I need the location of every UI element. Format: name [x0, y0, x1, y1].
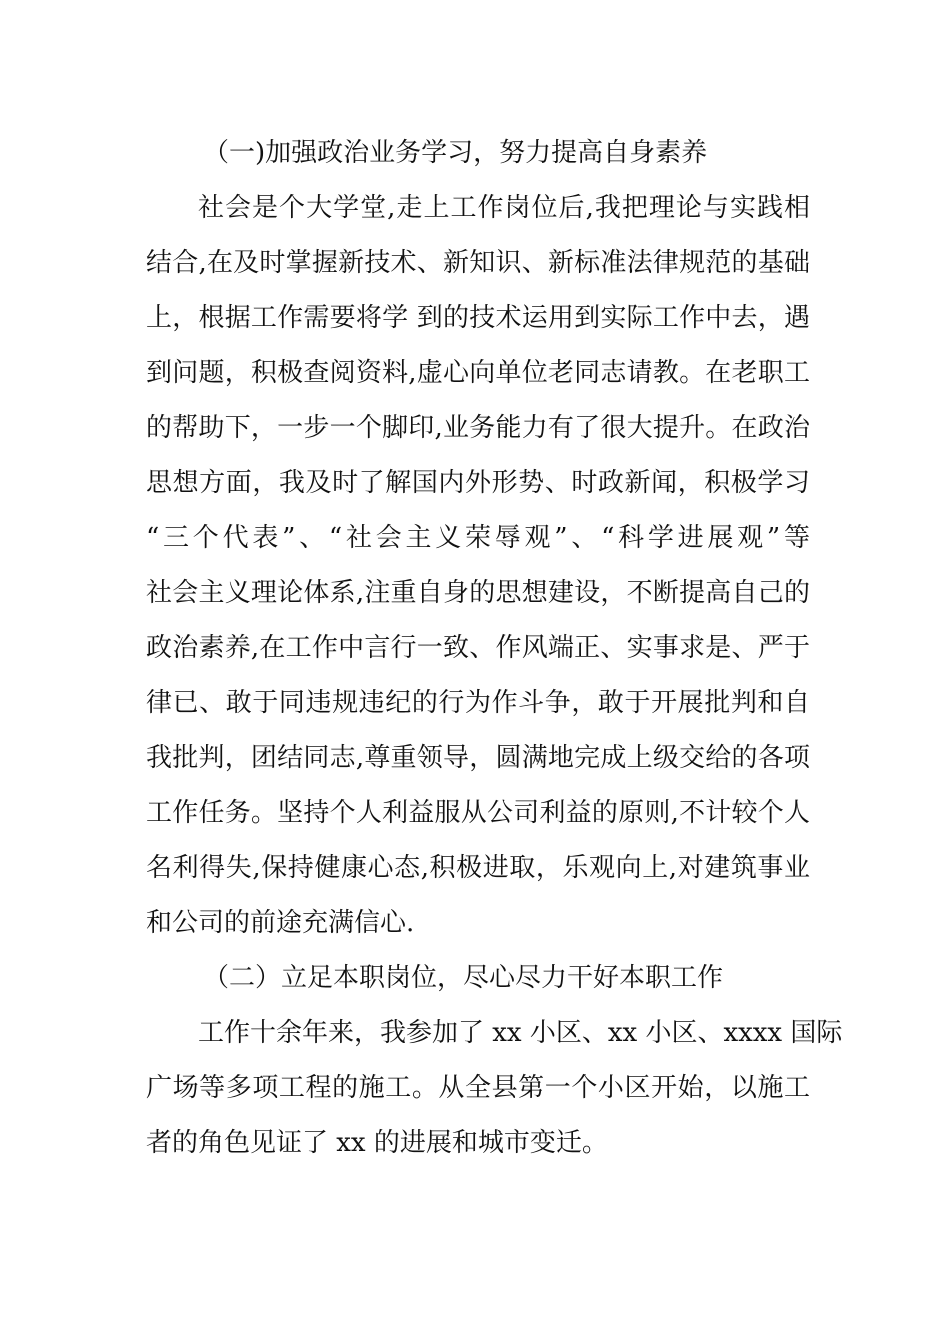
paragraph-line: 政治素养,在工作中言行一致、作风端正、实事求是、严于: [146, 633, 810, 663]
paragraph-line: 思想方面，我及时了解国内外形势、时政新闻，积极学习: [146, 468, 810, 498]
paragraph-line: 的帮助下，一步一个脚印,业务能力有了很大提升。在政治: [146, 413, 810, 443]
paragraph-2: [146, 1006, 843, 1171]
paragraph-line: “三个代表”、“社会主义荣辱观”、“科学进展观”等: [146, 523, 810, 553]
paragraph-line: 结合,在及时掌握新技术、新知识、新标准法律规范的基础: [146, 248, 810, 278]
section-heading-2: （二）立足本职岗位，尽心尽力干好本职工作: [203, 963, 724, 993]
paragraph-line: 律已、敢于同违规违纪的行为作斗争，敢于开展批判和自: [146, 688, 810, 718]
paragraph-line: 和公司的前途充满信心.: [146, 908, 415, 938]
paragraph-line: 名利得失,保持健康心态,积极进取，乐观向上,对建筑事业: [146, 853, 810, 883]
section-heading-1: （一)加强政治业务学习，努力提高自身素养: [203, 138, 708, 168]
paragraph-line: 我批判，团结同志,尊重领导，圆满地完成上级交给的各项: [146, 743, 810, 773]
paragraph-line: 工作任务。坚持个人利益服从公司利益的原则,不计较个人: [146, 798, 810, 828]
document-body: [146, 126, 843, 1171]
paragraph-line: 社会主义理论体系,注重自身的思想建设，不断提高自己的: [146, 578, 810, 608]
paragraph-line: 工作十余年来，我参加了 xx 小区、xx 小区、xxxx 国际: [198, 1018, 843, 1048]
paragraph-line: 社会是个大学堂,走上工作岗位后,我把理论与实践相: [198, 193, 810, 223]
paragraph-line: 者的角色见证了 xx 的进展和城市变迁。: [146, 1128, 608, 1158]
paragraph-line: 广场等多项工程的施工。从全县第一个小区开始，以施工: [146, 1073, 810, 1103]
paragraph-line: 到问题，积极查阅资料,虚心向单位老同志请教。在老职工: [146, 358, 810, 388]
paragraph-line: 上，根据工作需要将学 到的技术运用到实际工作中去，遇: [146, 303, 810, 333]
paragraph-1: [146, 181, 810, 951]
